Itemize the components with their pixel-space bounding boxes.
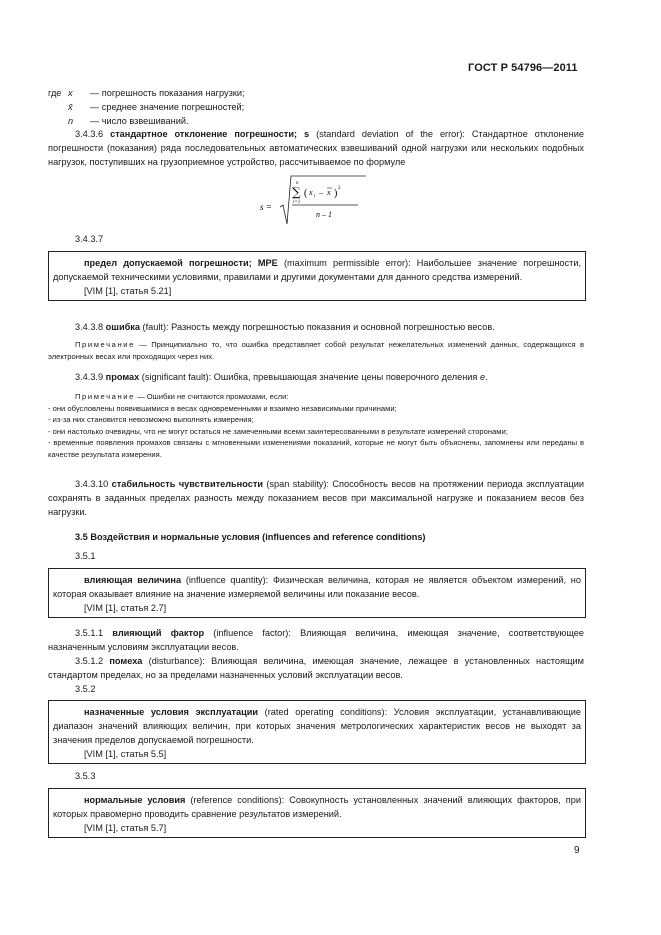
note-label: Примечание [75, 340, 135, 349]
sum-lower-limit: i=1 [293, 200, 301, 205]
definition-text: — число взвешиваний. [90, 116, 189, 126]
note-list-item: - временные появления промахов связаны с мгновенными изменениями показаний, которые не могут быть объяснены, запомнены или переданы в качестве результата измерения. [48, 438, 584, 459]
term: ошибка [105, 322, 140, 332]
definition: (span stability): Способность весов на протяжении периода эксплуатации сохранять в заданных пределах разность между показанием весов при максимальной нагрузке и показанием весов без нагрузки. [48, 479, 584, 517]
term: промах [105, 372, 140, 382]
note-intro: — Ошибки не считаются промахами, если: [134, 392, 289, 401]
clause-3-4-3-6 [48, 127, 584, 169]
definition-text: — погрешность показания нагрузки; [90, 88, 245, 98]
definition: (significant fault): Ошибка, превышающая значение цены поверочного деления [139, 372, 480, 382]
clause-number-row: 3.5.2 [75, 684, 96, 694]
where-label: где [48, 88, 62, 98]
clause-number: 3.4.3.9 [75, 372, 104, 382]
vim-reference: [VIM [1], статья 5.21] [84, 286, 172, 296]
term: влияющая величина [84, 575, 182, 585]
formula-lhs: s = [260, 202, 272, 212]
definition: (influence factor): Влияющая величина, имеющая значение, соответствующее назначенным условиям эксплуатации весов. [48, 628, 584, 652]
variable-e: e [479, 372, 486, 382]
term: стабильность чувствительности [111, 479, 263, 489]
std-deviation-formula [258, 172, 368, 232]
definition: (disturbance): Влияющая величина, имеющая значение, лежащее в установленных настоящим стандартом пределах, но за пределами назначенных условий эксплуатации весов. [48, 656, 584, 680]
standard-header: ГОСТ Р 54796—2011 [468, 62, 578, 74]
exponent: 2 [338, 186, 341, 191]
definition-box-3-5-2 [48, 700, 586, 764]
clause-number: 3.4.3.10 [75, 479, 109, 489]
term: предел допускаемой погрешности; MPE [84, 258, 278, 268]
paren-close: ) [334, 188, 338, 199]
clause-3-4-3-8 [48, 320, 584, 334]
x-i-symbol: x [309, 188, 313, 197]
definition: (standard deviation of the error): Стандартное отклонение погрешности (показания) ряда последовательных автоматических взвешиваний одной нагрузки или нескольких подобных нагрузок, поступивших на грузоприемное устройство, рассчитываемое по формуле [48, 129, 584, 167]
sum-sign: ∑ [292, 185, 301, 199]
note-significant-fault [48, 391, 584, 461]
variable-symbol: n [68, 116, 74, 126]
clause-number: 3.5.1.1 [75, 628, 104, 638]
term: назначенные условия эксплуатации [84, 707, 259, 717]
definition-box-3-4-3-7 [48, 251, 586, 301]
definition: (rated operating conditions): Условия эксплуатации, устанавливающие диапазон значений влияющих величин, при которых значения метрологических характеристик весов не выходят за значения пределов допускаемой погрешности. [53, 707, 581, 745]
definition: (influence quantity): Физическая величина, которая не является объектом измерений, но которая оказывает влияние на значение измеряемой величины или показание весов. [53, 575, 581, 599]
definition-box-3-5-3 [48, 788, 586, 838]
definition: (reference conditions): Совокупность установленных значений влияющих факторов, при которых правомерно проводить сравнение результатов измерений. [53, 795, 581, 819]
vim-reference: [VIM [1], статья 5.7] [84, 823, 167, 833]
clause-3-4-3-10 [48, 477, 584, 519]
note-list-item: - из-за них становится невозможно выполнять измерения; [48, 415, 254, 425]
definition: (fault): Разность между погрешностью показания и основной погрешностью весов. [139, 322, 495, 332]
clause-3-5-1-2 [48, 654, 584, 682]
definition-text: — среднее значение погрешностей; [90, 102, 245, 112]
definition-row [48, 86, 245, 100]
period: . [485, 372, 488, 382]
vim-reference: [VIM [1], статья 2.7] [84, 603, 167, 613]
clause-3-4-3-9 [48, 370, 584, 384]
vim-reference: [VIM [1], статья 5.5] [84, 749, 167, 759]
note-text: — Принципиально то, что ошибка представляет собой результат нежелательных изменений данных, содержащихся в электронных весах или проходящих через них. [48, 340, 584, 361]
definition-row [68, 114, 189, 128]
definition-box-3-5-1 [48, 568, 586, 618]
term: помеха [109, 656, 143, 666]
sum-upper-limit: n [296, 181, 299, 186]
clause-number-row: 3.5.1 [75, 551, 96, 561]
clause-number: 3.5.1.2 [75, 656, 104, 666]
page-number: 9 [574, 845, 580, 856]
variable-symbol: x̄ [68, 102, 73, 112]
paren-open: ( [304, 188, 308, 199]
section-title-3-5: 3.5 Воздействия и нормальные условия (influences and reference conditions) [75, 532, 426, 542]
minus-sign: – [319, 188, 323, 197]
denominator: n – 1 [316, 210, 332, 219]
clause-number-row: 3.5.3 [75, 771, 96, 781]
clause-number: 3.4.3.6 [75, 129, 104, 139]
note-label: Примечание [75, 392, 135, 401]
term: стандартное отклонение погрешности; s [110, 129, 310, 139]
note-fault [48, 339, 584, 362]
x-bar-symbol: x [327, 188, 331, 197]
definition-row [68, 100, 244, 114]
term: нормальные условия [84, 795, 186, 805]
note-list-item: - они настолько очевидны, что не могут остаться не замеченными всеми заинтересованными в результате измерений сторонами; [48, 426, 508, 436]
clause-number: 3.4.3.8 [75, 322, 104, 332]
subscript-i: i [314, 194, 316, 199]
clause-3-5-1-1 [48, 626, 584, 654]
note-list-item: - они обусловлены появившимися в весах одновременными и взаимно независимыми причинами; [48, 403, 397, 413]
clause-number-row: 3.4.3.7 [75, 234, 104, 244]
definition: (maximum permissible error): Наибольшее значение погрешности, допускаемой техническими условиями, правилами и другими документами для данного средства измерений. [53, 258, 581, 282]
variable-symbol: x [68, 88, 73, 98]
term: влияющий фактор [112, 628, 205, 638]
